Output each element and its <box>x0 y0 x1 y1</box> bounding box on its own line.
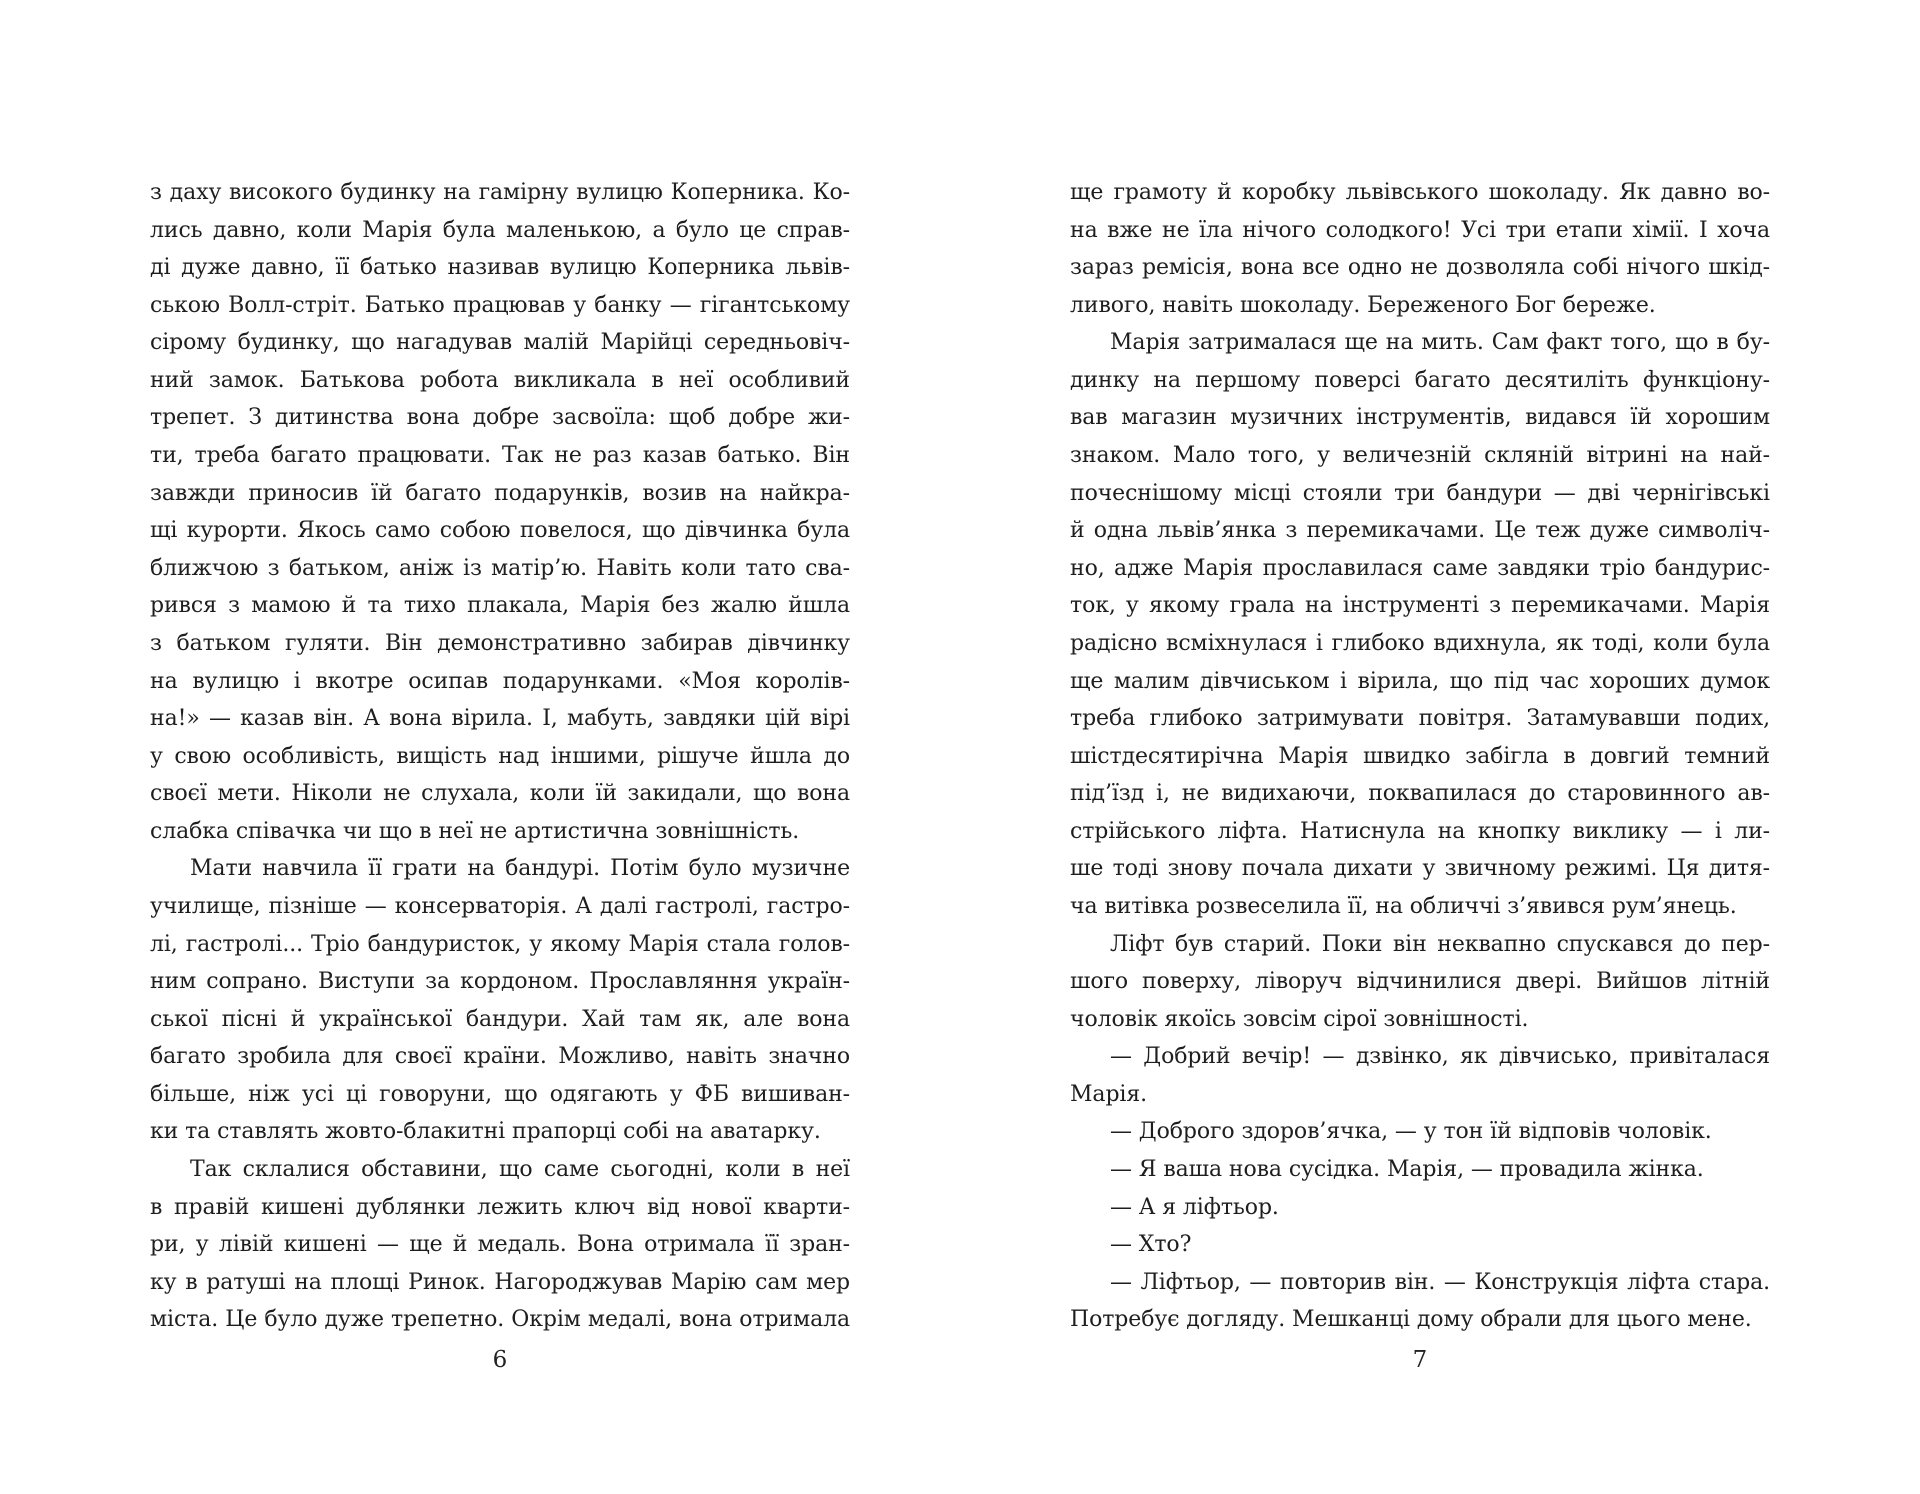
text-line: ливого, навіть шоколаду. Береженого Бог береже. <box>1070 292 1656 318</box>
text-line: й одна львів’янка з перемикачами. Це теж дуже символіч- <box>1070 518 1770 544</box>
text-line: в правій кишені дублянки лежить ключ від нової кварти- <box>150 1194 850 1220</box>
text-line: ним сопрано. Виступи за кордоном. Прославляння україн- <box>150 969 850 995</box>
text-line: радісно всміхнулася і глибоко вдихнула, як тоді, коли була <box>1070 630 1770 656</box>
text-line: з батьком гуляти. Він демонстративно забирав дівчинку <box>150 630 850 656</box>
text-line: у свою особливість, вищість над іншими, рішуче йшла до <box>150 743 850 769</box>
text-line: динку на першому поверсі багато десятиліть функціону- <box>1070 367 1770 393</box>
text-line: ток, у якому грала на інструменті з перемикачами. Марія <box>1070 593 1770 619</box>
text-line: слабка співачка чи що в неї не артистична зовнішність. <box>150 818 800 844</box>
text-line: шого поверху, ліворуч відчинилися двері. Вийшов літній <box>1070 969 1770 995</box>
text-line: стрійського ліфта. Натиснула на кнопку виклику — і ли- <box>1070 818 1770 844</box>
text-line: міста. Це було дуже трепетно. Окрім медалі, вона отримала <box>150 1307 850 1333</box>
text-line: чоловік якоїсь зовсім сірої зовнішності. <box>1070 1006 1529 1032</box>
text-line: на!» — казав він. А вона вірила. І, мабуть, завдяки цій вірі <box>150 706 850 732</box>
page-number-left: 6 <box>492 1347 508 1373</box>
text-line: ще малим дівчиськом і вірила, що під час хороших думок <box>1070 668 1770 694</box>
text-line: — А я ліфтьор. <box>1110 1194 1279 1220</box>
text-line: Ліфт був старий. Поки він неквапно спускався до пер- <box>1110 931 1770 957</box>
text-line: — Я ваша нова сусідка. Марія, — провадила жінка. <box>1110 1157 1704 1183</box>
text-line: почеснішому місці стояли три бандури — дві чернігівські <box>1070 480 1770 506</box>
text-line: сірому будинку, що нагадував малій Марійці середньовіч- <box>150 330 850 356</box>
text-line: — Доброго здоров’ячка, — у тон їй відповів чоловік. <box>1110 1119 1712 1145</box>
text-line: на вже не їла нічого солодкого! Усі три етапи хімії. І хоча <box>1070 217 1770 243</box>
text-line: ською Волл-стріт. Батько працював у банку — гігантському <box>150 292 850 318</box>
text-line: ча витівка розвеселила її, на обличчі з’явився рум’янець. <box>1070 893 1737 919</box>
text-line: треба глибоко затримувати повітря. Затамувавши подих, <box>1070 706 1770 732</box>
text-line: ти, треба багато працювати. Так не раз казав батько. Він <box>150 443 850 469</box>
text-line: ний замок. Батькова робота викликала в неї особливий <box>150 367 850 393</box>
page-right-text-column <box>1070 174 1770 1339</box>
text-line: шістдесятирічна Марія швидко забігла в довгий темний <box>1070 743 1770 769</box>
text-line: ку в ратуші на площі Ринок. Нагороджував Марію сам мер <box>150 1269 850 1295</box>
text-line: Потребує догляду. Мешканці дому обрали для цього мене. <box>1070 1307 1752 1333</box>
text-line: — Хто? <box>1110 1232 1192 1258</box>
text-line: ще грамоту й коробку львівського шоколаду. Як давно во- <box>1070 180 1770 205</box>
text-line: — Ліфтьор, — повторив він. — Конструкція ліфта стара. <box>1110 1269 1770 1295</box>
text-line: Марія затрималася ще на мить. Сам факт того, що в бу- <box>1110 330 1770 356</box>
text-line: зараз ремісія, вона все одно не дозволяла собі нічого шкід- <box>1070 255 1770 281</box>
text-line: завжди приносив їй багато подарунків, возив на найкра- <box>150 480 850 506</box>
text-line: ближчою з батьком, аніж із матір’ю. Навіть коли тато сва- <box>150 555 850 581</box>
text-line: більше, ніж усі ці говоруни, що одягають у ФБ вишиван- <box>150 1081 850 1107</box>
text-line: трепет. З дитинства вона добре засвоїла: щоб добре жи- <box>150 405 850 431</box>
text-line: ді дуже давно, її батько називав вулицю Коперника львів- <box>150 255 850 281</box>
text-line: рився з мамою й та тихо плакала, Марія без жалю йшла <box>150 593 850 619</box>
text-line: Так склалися обставини, що саме сьогодні, коли в неї <box>190 1157 850 1183</box>
text-line: лись давно, коли Марія була маленькою, а було це справ- <box>150 217 850 243</box>
text-line: вав магазин музичних інструментів, видався їй хорошим <box>1070 405 1770 431</box>
text-line: лі, гастролі... Тріо бандуристок, у якому Марія стала голов- <box>150 931 850 957</box>
text-line: під’їзд і, не видихаючи, поквапилася до старовинного ав- <box>1070 781 1770 807</box>
text-line: Марія. <box>1070 1081 1148 1107</box>
text-line: на вулицю і вкотре осипав подарунками. «Моя королів- <box>150 668 850 694</box>
text-line: ки та ставлять жовто-блакитні прапорці собі на аватарку. <box>150 1119 821 1145</box>
text-line: знаком. Мало того, у величезній скляній вітрині на най- <box>1070 443 1770 469</box>
page-number-right: 7 <box>1412 1347 1428 1373</box>
text-line: щі курорти. Якось само собою повелося, що дівчинка була <box>150 518 850 544</box>
page-left-text-column <box>150 174 850 1339</box>
text-line: ше тоді знову почала дихати у звичному режимі. Ця дитя- <box>1070 856 1770 882</box>
text-line: багато зробила для своєї країни. Можливо, навіть значно <box>150 1044 850 1070</box>
text-line: училище, пізніше — консерваторія. А далі гастролі, гастро- <box>150 893 850 919</box>
text-line: з даху високого будинку на гамірну вулицю Коперника. Ко- <box>150 180 850 205</box>
text-line: — Добрий вечір! — дзвінко, як дівчисько, привіталася <box>1110 1044 1770 1070</box>
text-line: ри, у лівій кишені — ще й медаль. Вона отримала її зран- <box>150 1232 850 1258</box>
text-line: своєї мети. Ніколи не слухала, коли їй закидали, що вона <box>150 781 850 807</box>
text-line: ської пісні й української бандури. Хай там як, але вона <box>150 1006 850 1032</box>
text-line: Мати навчила її грати на бандурі. Потім було музичне <box>190 856 850 882</box>
text-line: но, адже Марія прославилася саме завдяки тріо бандурис- <box>1070 555 1770 581</box>
